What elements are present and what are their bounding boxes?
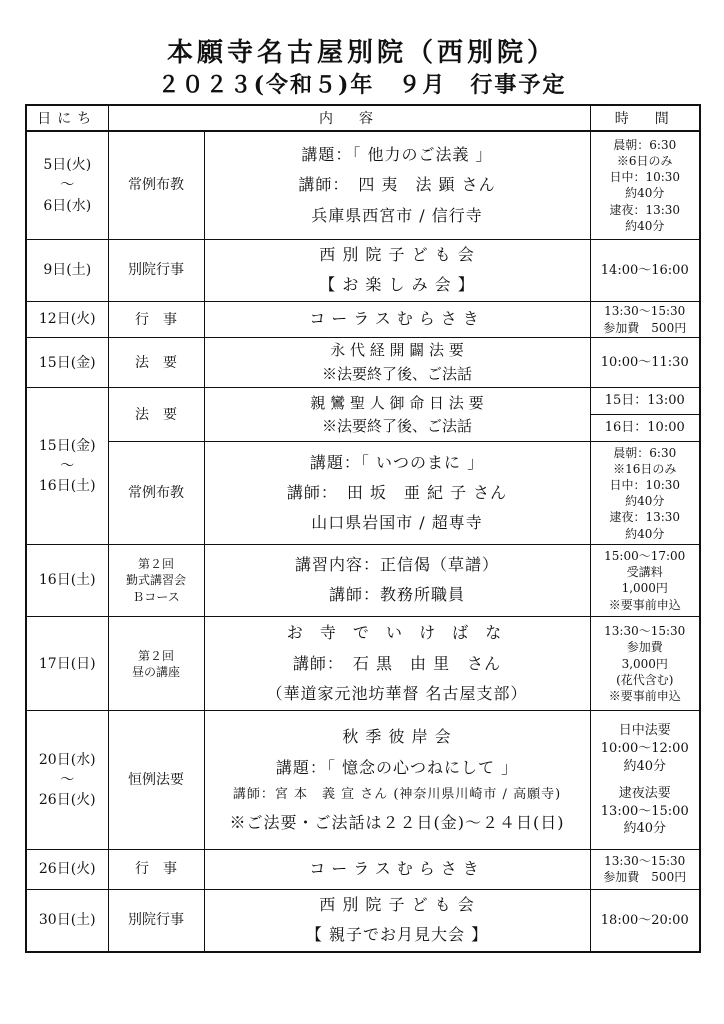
event-category: 行 事 [108,302,204,338]
event-content: お 寺 で い け ば な 講師： 石 黒 由 里 さん （華道家元池坊華督 名古屋支部） [204,617,590,711]
event-category: 別院行事 [108,889,204,952]
event-time: 14:00〜16:00 [590,239,700,301]
table-row [26,442,700,544]
event-time: 18:00〜20:00 [590,889,700,952]
event-category: 法 要 [108,338,204,388]
event-time: 15日：13:00 16日：10:00 [590,388,700,442]
event-category: 別院行事 [108,239,204,301]
event-time: 15:00〜17:00 受講料 1,000円 ※要事前申込 [590,544,700,616]
table-row [26,617,700,711]
table-row [26,544,700,616]
event-category: 第２回 勤式講習会 Ｂコース [108,544,204,616]
event-time: 13:30〜15:30 参加費 500円 [590,849,700,889]
event-date: 9日(土) [26,239,108,301]
table-row [26,239,700,301]
event-category: 第２回 昼の講座 [108,617,204,711]
event-time: 晨朝：6:30 ※16日のみ 日中：10:30 約40分 逮夜：13:30 約40分 [590,442,700,544]
event-content: コーラスむらさき [204,302,590,338]
page-title: 本願寺名古屋別院（西別院） [166,38,557,68]
event-date: 30日(土) [26,889,108,952]
event-time: 13:30〜15:30 参加費 500円 [590,302,700,338]
event-date: 12日(火) [26,302,108,338]
event-content: 親 鸞 聖 人 御 命 日 法 要 ※法要終了後、ご法話 [204,388,590,442]
event-category: 常例布教 [108,442,204,544]
event-content: 永 代 経 開 闢 法 要 ※法要終了後、ご法話 [204,338,590,388]
column-header-content: 内 容 [108,105,590,131]
schedule-table [25,104,701,953]
page-subtitle: ２０２３(令和５)年 ９月 行事予定 [157,72,567,98]
event-content: 秋 季 彼 岸 会 講題：「 憶念の心つねにして 」 講師：宮 本 義 宣 さん (神奈川県川崎市 / 高願寺) ※ご法要・ご法話は２２日(金)〜２４日(日) [204,711,590,849]
table-header-row [26,105,700,131]
table-row [26,889,700,952]
event-date: 26日(火) [26,849,108,889]
event-content: 講習内容：正信偈（草譜） 講師：教務所職員 [204,544,590,616]
event-time: 10:00〜11:30 [590,338,700,388]
table-row [26,849,700,889]
column-header-time: 時 間 [590,105,700,131]
event-content: 西 別 院 子 ど も 会 【 お 楽 し み 会 】 [204,239,590,301]
event-date: 5日(火) 〜 6日(水) [26,131,108,239]
table-row [26,338,700,388]
event-content: 講題：「 いつのまに 」 講師： 田 坂 亜 紀 子 さん 山口県岩国市 / 超専寺 [204,442,590,544]
event-content: 講題：「 他力のご法義 」 講師： 四 夷 法 顕 さん 兵庫県西宮市 / 信行寺 [204,131,590,239]
event-time: 晨朝：6:30 ※6日のみ 日中：10:30 約40分 逮夜：13:30 約40分 [590,131,700,239]
event-date: 16日(土) [26,544,108,616]
event-date: 15日(金) 〜 16日(土) [26,388,108,545]
event-category: 法 要 [108,388,204,442]
event-date: 15日(金) [26,338,108,388]
table-row [26,302,700,338]
event-time: 日中法要 10:00〜12:00 約40分 逮夜法要 13:00〜15:00 約40分 [590,711,700,849]
table-row [26,388,700,442]
event-date: 20日(水) 〜 26日(火) [26,711,108,849]
column-header-date: 日にち [26,105,108,131]
event-category: 常例布教 [108,131,204,239]
event-date: 17日(日) [26,617,108,711]
table-row [26,131,700,239]
table-row [26,711,700,849]
event-content: コーラスむらさき [204,849,590,889]
event-category: 恒例法要 [108,711,204,849]
event-content: 西 別 院 子 ど も 会 【 親子でお月見大会 】 [204,889,590,952]
event-time: 13:30〜15:30 参加費 3,000円 (花代含む) ※要事前申込 [590,617,700,711]
event-category: 行 事 [108,849,204,889]
